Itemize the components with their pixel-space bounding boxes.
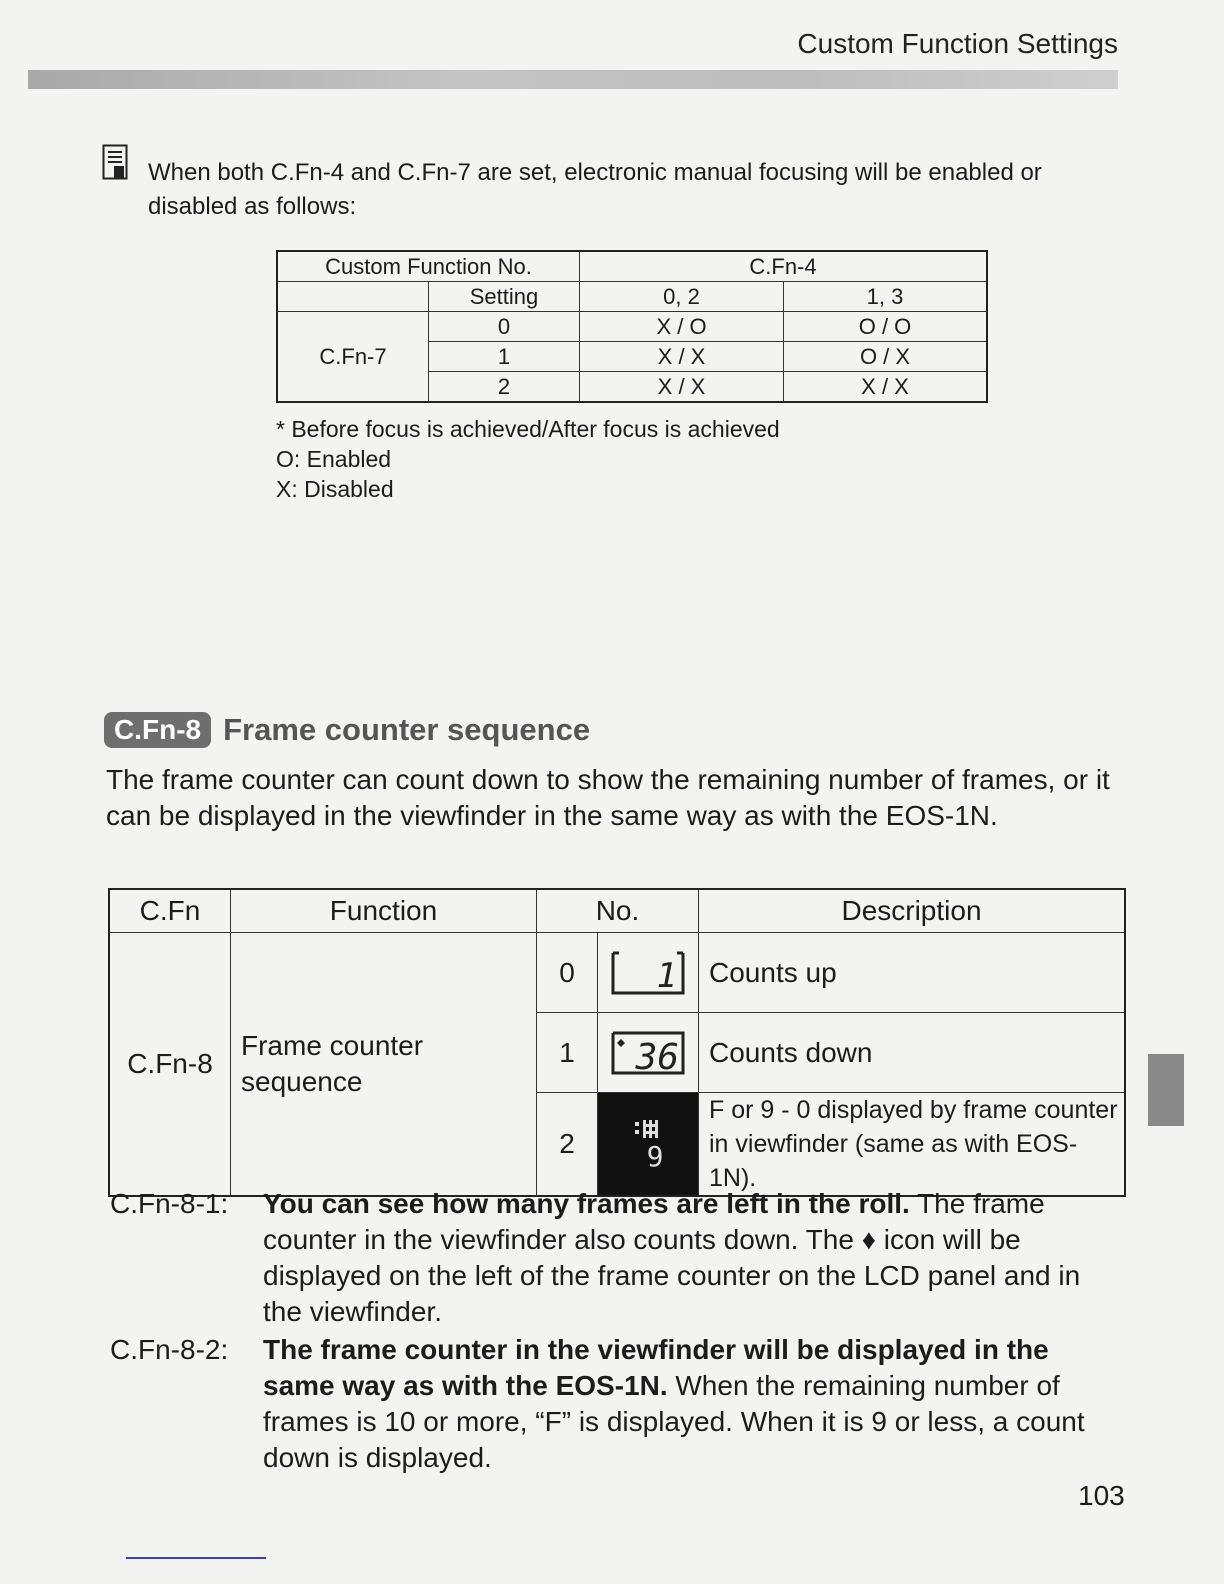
value-b: O / X (784, 342, 988, 372)
viewfinder-display (598, 1093, 699, 1197)
col-b-header: 1, 3 (784, 282, 988, 312)
item-bold: The frame counter in the viewfinder will be displayed in the same way as with the EOS-1N. (263, 1334, 1049, 1401)
lcd-display (598, 1013, 699, 1093)
lcd-digits: 36 (635, 1036, 679, 1078)
header-bar (28, 70, 1118, 89)
function-header: Function (231, 889, 537, 933)
setting-header: Setting (429, 282, 580, 312)
section-intro: The frame counter can count down to show the remaining number of frames, or it can be displayed in the viewfinder in the same way as with the EOS-1N. (106, 764, 1110, 831)
setting-value: 2 (429, 372, 580, 403)
no-header: No. (537, 889, 699, 933)
cfn8-table (108, 888, 1126, 1197)
lcd-count-down-icon (609, 1027, 687, 1079)
footnote-line: * Before focus is achieved/After focus is achieved (276, 416, 780, 442)
description-header: Description (699, 889, 1126, 933)
cfn7-label: C.Fn-7 (277, 312, 429, 403)
value-b: X / X (784, 372, 988, 403)
row-number: 1 (537, 1013, 598, 1093)
value-a: X / X (580, 372, 784, 403)
item-text: When the remaining number of frames is 10 or more, “F” is displayed. When it is 9 or less, a count down is displayed. (263, 1370, 1085, 1473)
bottom-rule (126, 1557, 266, 1559)
lcd-count-up-icon (609, 947, 687, 999)
setting-value: 0 (429, 312, 580, 342)
list-item (110, 1186, 1130, 1330)
item-bold: You can see how many frames are left in the roll. (263, 1188, 910, 1219)
cfn-label: C.Fn-8 (109, 933, 231, 1197)
custom-function-no-header: Custom Function No. (277, 251, 580, 282)
col-a-header: 0, 2 (580, 282, 784, 312)
table-row (277, 312, 987, 342)
row-description: Counts up (699, 933, 1126, 1013)
chapter-tab (1148, 1054, 1184, 1126)
note-text: When both C.Fn-4 and C.Fn-7 are set, electronic manual focusing will be enabled or disabled as follows: (148, 159, 1042, 220)
row-number: 2 (537, 1093, 598, 1197)
list-item (110, 1332, 1130, 1476)
item-body (263, 1332, 1125, 1476)
item-body (263, 1186, 1125, 1330)
function-label: Frame counter sequence (231, 933, 537, 1197)
viewfinder-digit: 9 (646, 1140, 664, 1170)
row-number: 0 (537, 933, 598, 1013)
cfn4-header: C.Fn-4 (580, 251, 988, 282)
lcd-display (598, 933, 699, 1013)
setting-value: 1 (429, 342, 580, 372)
value-a: X / O (580, 312, 784, 342)
row-description: Counts down (699, 1013, 1126, 1093)
note-icon (102, 144, 128, 180)
cfn-badge: C.Fn-8 (104, 712, 211, 748)
row-description: F or 9 - 0 displayed by frame counter in viewfinder (same as with EOS-1N). (699, 1093, 1126, 1197)
viewfinder-counter-icon (609, 1118, 687, 1170)
section-heading (104, 708, 590, 752)
item-list (110, 1186, 1130, 1478)
blank-cell (277, 282, 429, 312)
value-a: X / X (580, 342, 784, 372)
footnote-line: O: Enabled (276, 446, 392, 472)
focus-table (276, 250, 988, 403)
lcd-digits: 1 (656, 955, 677, 996)
item-label: C.Fn-8-2: (110, 1334, 229, 1365)
footnote-line: X: Disabled (276, 476, 394, 502)
page-header-title: Custom Function Settings (797, 28, 1118, 59)
footnotes (276, 414, 780, 504)
item-label: C.Fn-8-1: (110, 1188, 229, 1219)
value-b: O / O (784, 312, 988, 342)
table-row (109, 933, 1125, 1013)
item-text: The frame counter in the viewfinder also counts down. The ♦ icon will be displayed on the left of the frame counter on the LCD panel and in the viewfinder. (263, 1188, 1081, 1327)
cfn-header: C.Fn (109, 889, 231, 933)
section-title: Frame counter sequence (223, 712, 591, 747)
page-number: 103 (1078, 1480, 1125, 1511)
